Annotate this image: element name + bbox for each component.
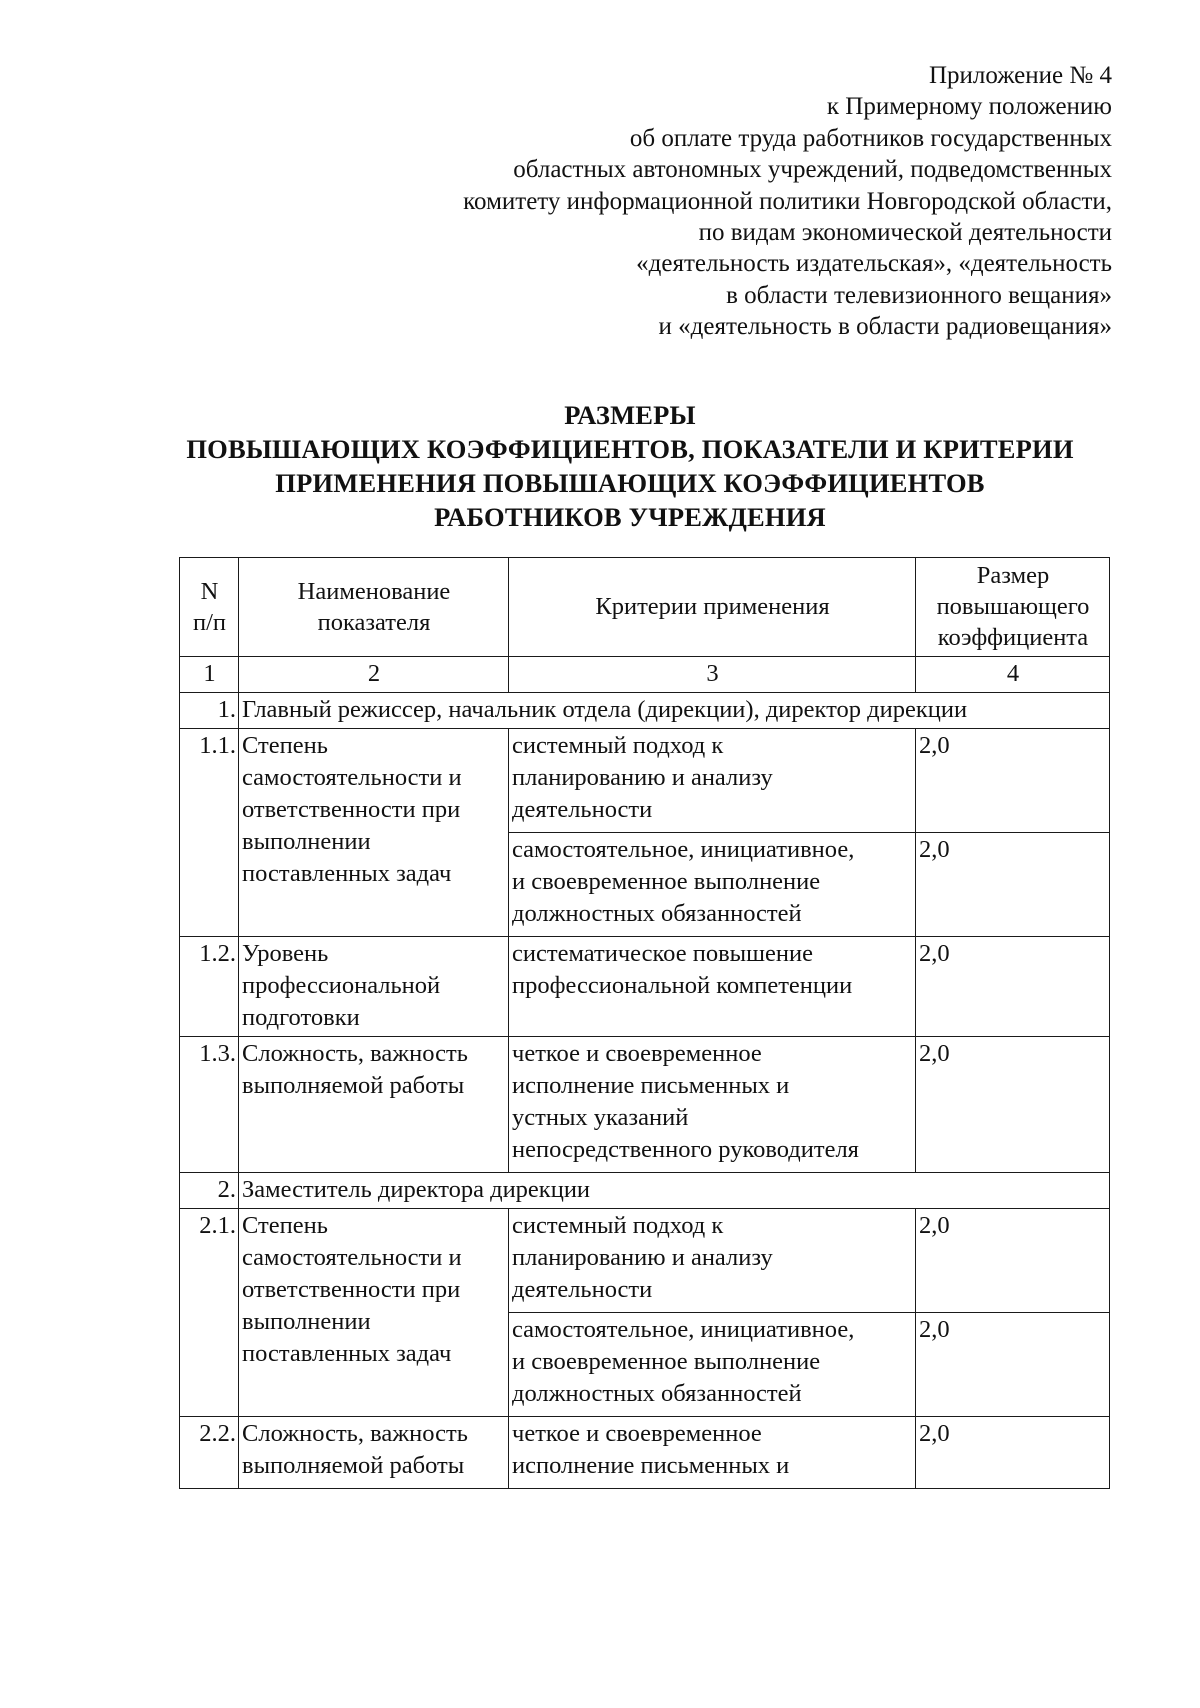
coefficient-value: 2,0 <box>916 1037 1110 1173</box>
table-row <box>180 729 1110 833</box>
header-size-text: Размер повышающего коэффициента <box>936 562 1090 651</box>
coefficients-table <box>179 557 1110 1489</box>
row-number: 2.1. <box>180 1209 239 1417</box>
criteria-text: самостоятельное, инициативное, и своевременное выполнение должностных обязанностей <box>509 1313 916 1417</box>
appendix-header-line: комитету информационной политики Новгородской области, <box>463 187 1112 215</box>
indicator-name: Степень самостоятельности и ответственности при выполнении поставленных задач <box>239 1209 509 1417</box>
row-number: 1.1. <box>180 729 239 937</box>
indicator-name: Сложность, важность выполняемой работы <box>239 1417 509 1489</box>
column-numbers-row <box>180 657 1110 693</box>
table-row <box>180 1209 1110 1313</box>
indicator-name: Степень самостоятельности и ответственности при выполнении поставленных задач <box>239 729 509 937</box>
coefficient-value: 2,0 <box>916 1209 1110 1313</box>
appendix-header-line: об оплате труда работников государственных <box>629 124 1112 152</box>
coefficient-value: 2,0 <box>916 937 1110 1037</box>
header-size <box>916 558 1110 657</box>
header-indicator-text: Наименование показателя <box>297 577 451 636</box>
header-num-text: N п/п <box>192 577 227 636</box>
document-title <box>150 398 1110 534</box>
appendix-header-line: Приложение № 4 <box>928 62 1112 89</box>
header-criteria-text: Критерии применения <box>595 593 830 620</box>
section-title: Заместитель директора дирекции <box>239 1173 1110 1209</box>
column-number: 2 <box>239 657 509 693</box>
appendix-header-line: в области телевизионного вещания» <box>726 281 1112 309</box>
header-indicator <box>239 558 509 657</box>
title-line: ПРИМЕНЕНИЯ ПОВЫШАЮЩИХ КОЭФФИЦИЕНТОВ <box>275 468 985 498</box>
coefficient-value: 2,0 <box>916 1417 1110 1489</box>
section-title: Главный режиссер, начальник отдела (дирекции), директор дирекции <box>239 693 1110 729</box>
column-number: 4 <box>916 657 1110 693</box>
row-number: 1.2. <box>180 937 239 1037</box>
title-line: РАБОТНИКОВ УЧРЕЖДЕНИЯ <box>434 502 826 532</box>
appendix-header <box>252 60 1112 343</box>
section-number: 1. <box>180 693 239 729</box>
criteria-text: систематическое повышение профессиональной компетенции <box>509 937 916 1037</box>
appendix-header-line: областных автономных учреждений, подведомственных <box>513 156 1112 184</box>
coefficient-value: 2,0 <box>916 833 1110 937</box>
criteria-text: самостоятельное, инициативное, и своевременное выполнение должностных обязанностей <box>509 833 916 937</box>
table-row <box>180 937 1110 1037</box>
indicator-name: Сложность, важность выполняемой работы <box>239 1037 509 1173</box>
row-number: 1.3. <box>180 1037 239 1173</box>
title-line: РАЗМЕРЫ <box>564 400 696 430</box>
section-number: 2. <box>180 1173 239 1209</box>
row-number: 2.2. <box>180 1417 239 1489</box>
indicator-name: Уровень профессиональной подготовки <box>239 937 509 1037</box>
appendix-header-line: «деятельность издательская», «деятельность <box>636 250 1112 278</box>
table-row <box>180 1037 1110 1173</box>
coefficient-value: 2,0 <box>916 1313 1110 1417</box>
table-header-row <box>180 558 1110 657</box>
section-row <box>180 693 1110 729</box>
column-number: 3 <box>509 657 916 693</box>
coefficient-value: 2,0 <box>916 729 1110 833</box>
criteria-text: четкое и своевременное исполнение письменных и устных указаний непосредственного руководителя <box>509 1037 916 1173</box>
appendix-header-line: по видам экономической деятельности <box>698 219 1112 247</box>
criteria-text: системный подход к планированию и анализу деятельности <box>509 729 916 833</box>
section-row <box>180 1173 1110 1209</box>
criteria-text: четкое и своевременное исполнение письменных и <box>509 1417 916 1489</box>
appendix-header-line: к Примерному положению <box>826 93 1112 121</box>
title-line: ПОВЫШАЮЩИХ КОЭФФИЦИЕНТОВ, ПОКАЗАТЕЛИ И КРИТЕРИИ <box>186 434 1074 464</box>
appendix-header-line: и «деятельность в области радиовещания» <box>658 313 1112 341</box>
header-criteria <box>509 558 916 657</box>
header-num <box>180 558 239 657</box>
table-row <box>180 1417 1110 1489</box>
column-number: 1 <box>180 657 239 693</box>
criteria-text: системный подход к планированию и анализу деятельности <box>509 1209 916 1313</box>
